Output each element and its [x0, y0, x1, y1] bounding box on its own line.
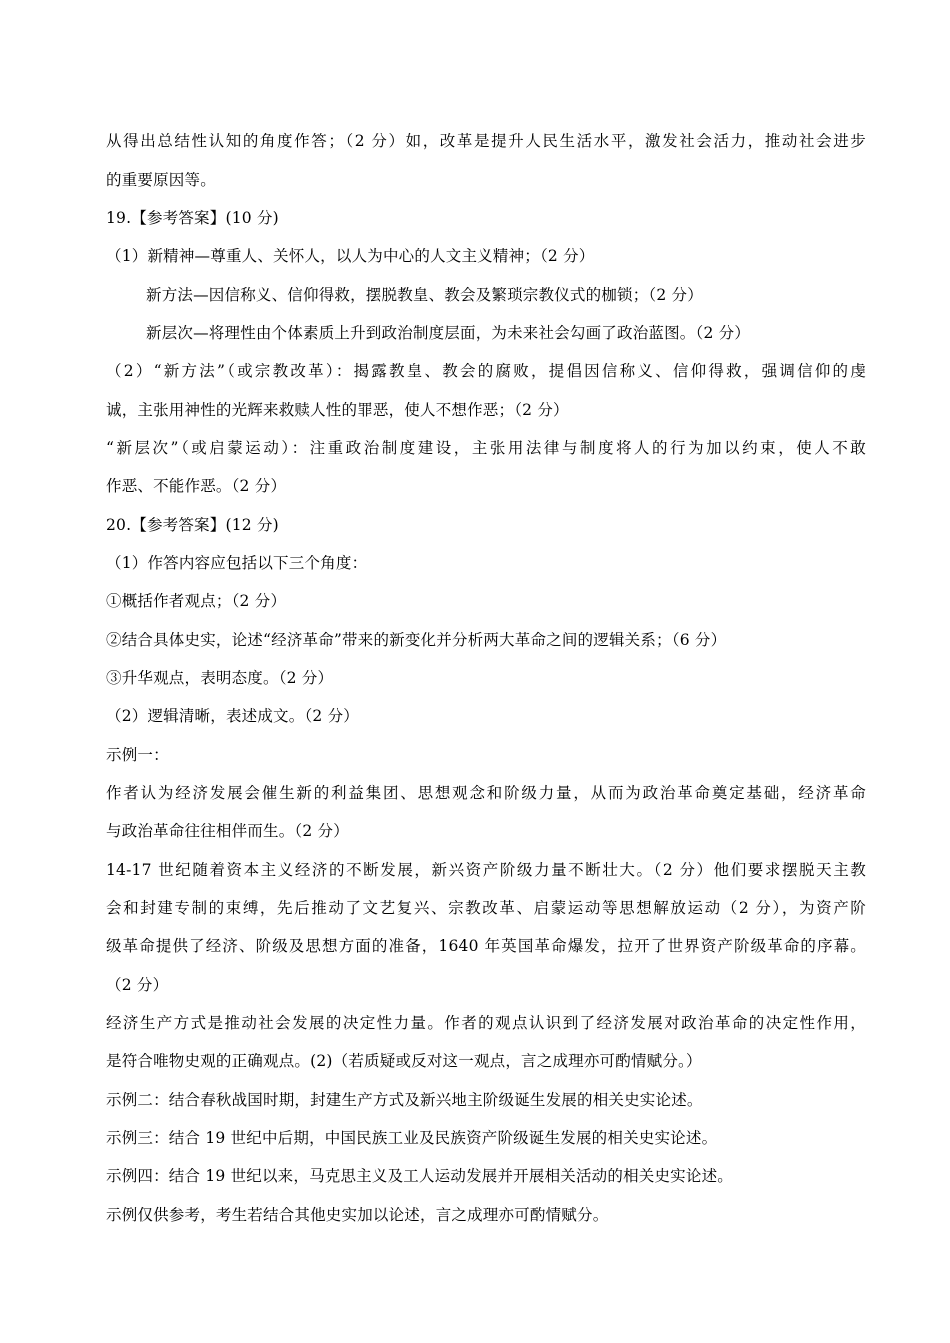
text-line: 会和封建专制的束缚，先后推动了文艺复兴、宗教改革、启蒙运动等思想解放运动（2 分），为资产阶: [106, 899, 866, 917]
text-line: 是符合唯物史观的正确观点。(2)（若质疑或反对这一观点，言之成理亦可酌情赋分。）: [106, 1052, 702, 1070]
text-line: 示例四：结合 19 世纪以来，马克思主义及工人运动发展并开展相关活动的相关史实论述。: [106, 1167, 733, 1185]
text-line: 示例仅供参考，考生若结合其他史实加以论述，言之成理亦可酌情赋分。: [106, 1206, 609, 1224]
text-line: 示例二：结合春秋战国时期，封建生产方式及新兴地主阶级诞生发展的相关史实论述。: [106, 1091, 703, 1109]
section-heading-19: 19.【参考答案】(10 分): [106, 209, 279, 227]
text-line: （2）逻辑清晰，表述成文。（2 分）: [106, 707, 360, 725]
text-line: “新层次”（或启蒙运动）：注重政治制度建设，主张用法律与制度将人的行为加以约束，使人不敢: [106, 439, 866, 457]
text-line: 14-17 世纪随着资本主义经济的不断发展，新兴资产阶级力量不断壮大。（2 分）他们要求摆脱天主教: [106, 861, 866, 879]
text-line: 示例一：: [106, 746, 169, 764]
text-line: （2）“新方法”（或宗教改革）：揭露教皇、教会的腐败，提倡因信称义、信仰得救，强调信仰的虔: [106, 362, 866, 380]
section-heading-20: 20.【参考答案】(12 分): [106, 516, 279, 534]
text-line: 从得出总结性认知的角度作答；（2 分）如，改革是提升人民生活水平，激发社会活力，推动社会进步: [106, 132, 866, 150]
text-line: （2 分）: [106, 976, 169, 994]
text-line: 新方法—因信称义、信仰得救，摆脱教皇、教会及繁琐宗教仪式的枷锁；（2 分）: [146, 286, 703, 304]
text-line: 的重要原因等。: [106, 171, 216, 189]
text-line: ③升华观点，表明态度。（2 分）: [106, 669, 334, 687]
text-line: 示例三：结合 19 世纪中后期，中国民族工业及民族资产阶级诞生发展的相关史实论述。: [106, 1129, 718, 1147]
text-line: 与政治革命往往相伴而生。（2 分）: [106, 822, 349, 840]
text-line: ②结合具体史实，论述“经济革命”带来的新变化并分析两大革命之间的逻辑关系；（6 分）: [106, 631, 727, 649]
text-line: 作者认为经济发展会催生新的利益集团、思想观念和阶级力量，从而为政治革命奠定基础，经济革命: [106, 784, 866, 802]
text-line: （1）作答内容应包括以下三个角度：: [106, 554, 368, 572]
text-line: 级革命提供了经济、阶级及思想方面的准备，1640 年英国革命爆发，拉开了世界资产阶级革命的序幕。: [106, 937, 866, 955]
text-line: （1）新精神—尊重人、关怀人，以人为中心的人文主义精神；（2 分）: [106, 247, 595, 265]
text-line: ①概括作者观点；（2 分）: [106, 592, 287, 610]
text-line: 作恶、不能作恶。（2 分）: [106, 477, 287, 495]
text-line: 诚，主张用神性的光辉来救赎人性的罪恶，使人不想作恶；（2 分）: [106, 401, 569, 419]
text-line: 经济生产方式是推动社会发展的决定性力量。作者的观点认识到了经济发展对政治革命的决定性作用，: [106, 1014, 866, 1032]
text-line: 新层次—将理性由个体素质上升到政治制度层面，为未来社会勾画了政治蓝图。（2 分）: [146, 324, 751, 342]
